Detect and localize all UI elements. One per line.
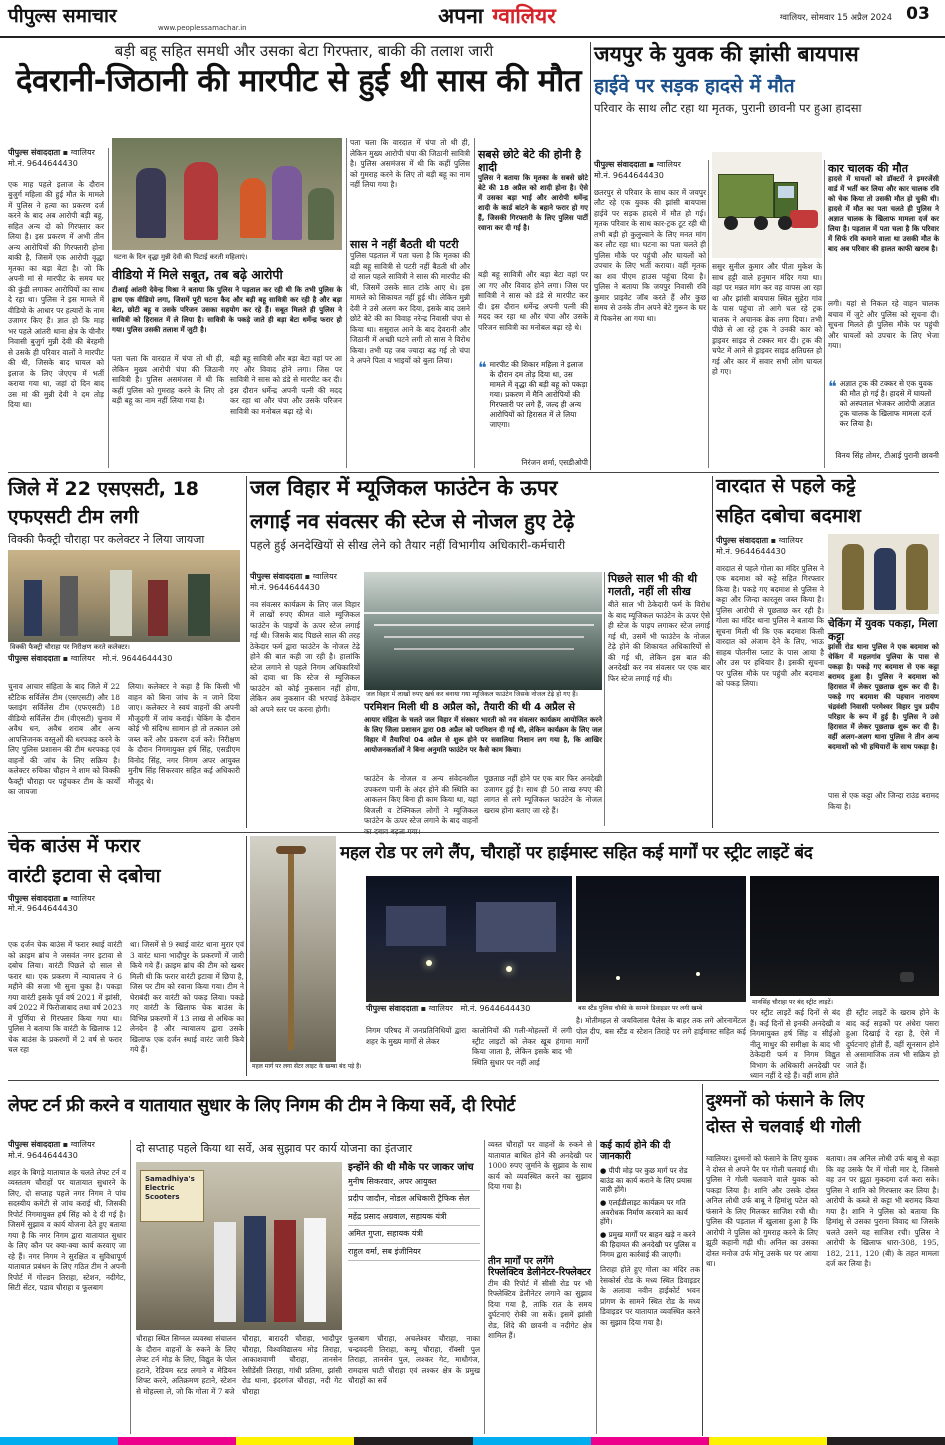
story8-subhead: दो सप्ताह पहले किया था सर्वे, अब सुझाव पर कार्य योजना का इंतजार bbox=[136, 1142, 413, 1155]
story6-headline-2: वारंटी इटावा से दबोचा bbox=[8, 864, 161, 887]
story9-col2: बताया। तब अनिल लोधी उर्फ बाबू से कहा कि वह उसके पैर में गोली मार दे, जिससे वह उन पर झूठा मुकदमा दर्ज करा सके। पुलिस ने शानि को गिरफ्तार कर लिया है। आरोपी के कब्जे से कट्टा भी बरामद किया गया है। शानि ने पुलिस को बताया कि हिमांशु से उसका पुराना विवाद था जिसके चलते उसने यह साजिश रची। पुलिस ने आरोपी के खिलाफ धारा-308, 195, 182, 211, 120 (बी) के तहत मामला दर्ज कर लिया है। bbox=[826, 1154, 939, 1269]
story2-headline-2: हाईवे पर सड़क हादसे में मौत bbox=[594, 75, 795, 98]
story1-quote-by: निरंजन शर्मा, एसडीओपी bbox=[521, 458, 588, 468]
masthead bbox=[0, 0, 945, 38]
color-registration-strip bbox=[0, 1437, 945, 1445]
website: www.peoplessamachar.in bbox=[158, 24, 247, 32]
story2-box-text2: लगी। यहां से निकल रहे वाहन चालक बचाव में जुटे और पुलिस को सूचना दी। सूचना मिलते ही पुलिस मौके पर पहुंची और घायलों को उपचार के लिए भेजा गया। bbox=[828, 299, 939, 351]
story7-col2: कालोनियों की गली-मोहल्लों में लगी स्ट्रीट लाइटों को लेकर खूब हंगामा किया जाता है, लेकिन इसके बाद भी स्थिति सुधार पर नहीं आई bbox=[472, 1026, 572, 1067]
story5-box-text: झांसी रोड थाना पुलिस ने एक बदमाश को चेकिंग में महलगांव पुलिया के पास से पकड़ा है। पकड़े गए बदमाश से एक कट्टा बरामद हुआ है। पुलिस ने बदमाश को हिरासत में लेकर पूछताछ शुरू कर दी है। पकड़े गए बदमाश की पहचान नारायण चंद्रवंशी निवासी परमेश्वर विहार पुत्र प्रदीप परिहार के रूप में हुई है। पुलिस ने उसे हिरासत में लेकर पूछताछ शुरू कर दी है। वहीं अलग-अलग थाना पुलिस ने तीन अन्य बदमाशों को भी हथियारों के साथ पकड़ा है। bbox=[828, 643, 939, 751]
story4-col3: फाउंटेन के नोजल व अन्य संवेदनशील उपकरण पानी के अंदर होने की स्थिति का आकलन किए बिना ही काम किया था, यहां बिजली व टेक्निकल लोगों ने म्यूजिकल फाउंटेन के ऊपर स्टेज लगाने के बाद वाहनों bbox=[364, 774, 478, 826]
story8-col-mid3: फूलबाग चौराहा, अचलेश्वर चौराहा, नाका चन्द्रवदनी तिराहा, कम्पू चौराहा, रॉक्सी पुल तिराहा, तानसेन पुल, लश्कर गेट, माधौगंज, रामदास घाटी चौराहा एवं लश्कर क्षेत्र के प्रमुख चौराहों का सर्वे bbox=[348, 1334, 480, 1386]
story3-photo-caption: विक्की फैक्ट्री चौराहा पर निरीक्षण करते कलेक्टर। bbox=[8, 642, 244, 652]
story7-photo3 bbox=[576, 876, 746, 1002]
story7-photo2-caption: बस स्टैंड पुलिस चौकी के सामने डिवाइडर पर लगी खम्बे bbox=[576, 1004, 746, 1014]
story8-box-text: टीम की रिपोर्ट में सीसी रोड पर भी रिफ्लेक्टिव डेलीनेटर लगाने का सुझाव दिया गया है, ताकि रात के समय दुर्घटनाएं रोकी जा सकें। इसमें झांसी रोड, शिंदे की छावनी व नदीगेट क्षेत्र शामिल हैं। bbox=[488, 1278, 592, 1341]
story4-headline-1: जल विहार में म्यूजिकल फाउंटेन के ऊपर bbox=[250, 476, 558, 500]
story5-headline-1: वारदात से पहले कट्टे bbox=[716, 475, 856, 497]
story8-right-item: ● एलईडीलाइट कार्यक्रम पर गति अवरोधक निर्माण करवाने का कार्य होंगे। bbox=[600, 1197, 688, 1227]
story4-side-text: बीते साल भी ठेकेदारी फर्म के विरोध के बाद म्यूजिकल फाउंटेन के ऊपर ऐसे ही स्टेज के पाइप लगाकर स्टेज लगाई गई थी, उसमें भी फाउंटेन के नोजल टेढ़े होने की शिकायत अधिकारियों से की गई थी, लेकिन इस बात की अनदेखी कर नव संवत्सर पर एक बार फिर स्टेज लगाई गई थी। bbox=[608, 600, 710, 683]
story3-byline: पीपुल्स संवाददाता ▪ ग्वालियर मो.नं. 9644644430 bbox=[8, 654, 173, 664]
page-number: 03 bbox=[906, 4, 930, 24]
story7-col3: है। मोतीमहल से जयविलास पैलेस के बाहर तक लगे ओरनामेंटल पोल दीप, बस स्टैंड व स्टेशन तिराहे पर लगे हाईमास्ट सहित कई मार्गों bbox=[576, 1016, 746, 1047]
story4-box-subhead: परमिशन मिली थी 8 अप्रैल को, तैयारी की थी 4 अप्रैल से bbox=[364, 702, 575, 713]
section-prefix: अपना bbox=[438, 4, 484, 28]
story8-box-title: तीन मार्गों पर लगेंगे रिफ्लेक्टिव डेलीनेटर-रिफ्लेक्टर bbox=[488, 1256, 591, 1279]
story1-col3: पता चला कि वारदात में चंपा तो थी ही, लेकिन मुख्य आरोपी चंपा की जिठानी सावित्री है। पुलिस असमंजस में थी कि कहीं पुलिस को गुमराह करने के लिए तो बड़ी बहू का नाम नहीं लिया गया है। bbox=[350, 138, 470, 190]
story7-photo3-caption: मानसिंह चौराहा पर बंद स्ट्रीट लाइटें। bbox=[750, 998, 939, 1008]
story8-right-item: ● पीपी मोड़ पर कुछ मार्ग पर रोड बाउंड का कार्य कराने के लिए प्रयास जारी होंगे। bbox=[600, 1165, 692, 1195]
story3-col2: लिया। कलेक्टर ने कहा है कि किसी भी वाहन को बिना जांच के न जाने दिया जाए। कलेक्टर ने स्वयं वाहनों की अपनी मौजूदगी में जांच कराई। चेकिंग के दौरान कोई भी संदिग्ध सामान हो तो तत्काल उसे जब्त करें और प्रकरण दर्ज करें। निरीक्षण के दौरान निगमायुक्त हर्ष सिंह, एसडीएम विनोद सिंह, नगर निगम अपर आयुक्त मुनीष सिंह सिकरवार सहित कई अधिकारी मौजूद थे। bbox=[128, 682, 240, 786]
story7-photo1 bbox=[250, 836, 336, 1062]
section-city: ग्वालियर bbox=[492, 4, 556, 28]
story4-box-text: आयार संहिता के चलते जल विहार में संस्कार भारती को नव संवत्सर कार्यक्रम आयोजित करने के लिए जिला प्रशासन द्वारा 08 अप्रैल को परमिशन दी गई थी, लेकिन कार्यक्रम के लिए जल विहार में तैयारियां 04 अप्रैल से शुरू होने पर सवालिया निशान लग गया है, कि आखिर आयोजनकर्ताओं ने बिना अनुमति फाउंटेन पर कैसे काम किया। bbox=[364, 716, 602, 754]
story-8 bbox=[8, 1084, 700, 1436]
story8-list-item: मुनीष सिकरवार, अपर आयुक्त bbox=[348, 1174, 480, 1191]
story7-col4: पर स्ट्रीट लाइटें कई दिनों से बंद हैं। कई दिनों से इनकी अनदेखी व निगमायुक्त हर्ष सिंह व सीईओ नीतू माथुर की समीक्षा के बाद भी ठेकेदारी फर्म व निगम विद्युत विभाग के अधिकारी अनदेखी पर ध्यान नहीं दे रहे हैं। वहीं शाम होते bbox=[750, 1008, 840, 1081]
story7-photo2 bbox=[366, 876, 572, 1002]
story7-byline: पीपुल्स संवाददाता ▪ ग्वालियर मो.नं. 9644644430 bbox=[366, 1004, 531, 1013]
story7-col5: ही स्ट्रीट लाइटें के खराब होने के बाद कई सड़कों पर अंधेरा पसरा हुआ दिखाई दे रहा है, ऐसे में दुर्घटनाएं होती हैं, वहीं सूनसान होने से असामाजिक तत्व भी सक्रिय हो जाते हैं। bbox=[846, 1008, 939, 1070]
story1-box2-text: पुलिस ने बताया कि मृतका के सबसे छोटे बेटे की 18 अप्रैल को शादी होना है। ऐसे में उसका बड़ा भाई और आरोपी धर्मेन्द्र शादी के कार्ड बांटने के बहाने फरार हो गए हैं, जिसकी गिरफ्तारी के लिए पुलिस पार्टी रवाना कर दी गई है। bbox=[478, 174, 588, 233]
story9-headline-2: दोस्त से चलवाई थी गोली bbox=[706, 1116, 861, 1137]
story8-list-item: राहुल वर्मा, सब इंजीनियर bbox=[348, 1244, 480, 1261]
story8-headline: लेफ्ट टर्न फ्री करने व यातायात सुधार के लिए निगम की टीम ने किया सर्वे, दी रिपोर्ट bbox=[8, 1096, 515, 1116]
story4-col1: नव संवत्सर कार्यक्रम के लिए जल विहार में लाखों रुपए कीमत वाले म्यूजिकल फाउंटेन के पाइपों के ऊपर स्टेज लगाई गई थी। जिसके बाद पिछले साल की तरह ठेकेदार फर्म द्वारा फाउंटेन के नोजल टेढ़े होने की बात कही जा रही है। हालांकि स्टेज लगाने से पहले निगम अधिकारियों को दावा था कि स्टेज से म्यूजिकल फाउंटेन को कोई नुकसान नहीं होगा, लेकिन अब नुकसान की भरपाई ठेकेदार को अपने स्तर पर करना होगी। bbox=[250, 599, 360, 714]
story4-side-title: पिछले साल भी की थी गलती, नहीं ली सीख bbox=[608, 572, 698, 599]
story2-col2: ससुर सुनील कुमार और पीता मुकेश के साथ हट्टी वाले हनुमान मंदिर गया था। वहां पर मन्नत मांग कर वह वापस आ रहा था और झांसी बायपास स्थित सुहेरा गांव के पास पहुंचा तो आगे चल रहे ट्रक चालक ने अचानक ब्रेक लगा दिया। तभी पीछे से आ रहे ट्रक ने उनकी कार को ड्राइवर साइड से टक्कर मार दी। ट्रक की चपेट में आने से ड्राइवर साइड क्षतिग्रस्त हो गई और कार में सवार सभी लोग घायल हो गए। bbox=[712, 262, 822, 377]
story1-subhead: वीडियो में मिले सबूत, तब बढ़े आरोपी bbox=[112, 267, 283, 282]
story8-list-item: प्रदीप जादौन, नोडल अधिकारी ट्रैफिक सेल bbox=[348, 1191, 480, 1208]
story2-headline-1: जयपुर के युवक की झांसी बायपास bbox=[594, 42, 859, 66]
story-5 bbox=[716, 476, 939, 828]
story1-box1-text: पुलिस पड़ताल में पता चला है कि मृतका की बड़ी बहू सावित्री से पटरी नहीं बैठती थी और दो साल पहले सावित्री ने सास की मारपीट की थी, जिसमें उसके सात टांके आए थे। इस मामले को सिकायत नहीं हुई थी। लेकिन मुन्नी देवी ने उसे अलग कर दिया, इसके बाद उसने छोटे बेटे की का विवाह नरेन्द्र निवासी चंपा से किया था। ससुराल आने के बाद देवरानी और जिठानी में अच्छी घटने लगी तो सास ने विरोध किया। तभी यह जब ज्यादा बढ़ गई तो चंपा ने अपने पिता व भाइयों को बुला लिया। bbox=[350, 251, 470, 366]
story9-col1: ग्वालियर। दुश्मनों को फंसाने के लिए युवक ने दोस्त से अपने पैर पर गोली चलवाई थी। पुलिस ने गोली चलवाने वाले युवक को पकड़ा लिया है। शानि और उसके दोस्त अनिल लोधी उर्फ बाबू ने हिमांशु पटेल को फंसाने के लिए मिलकर साजिश रची थी। पुलिस की पड़ताल में खुलासा हुआ है कि आरोपी ने पुलिस को गुमराह करने के लिए झूठी कहानी गढ़ी थी। अनिल का उसका दोस्त मनोज उर्फ मोनू उसके घर पर आया था। bbox=[706, 1154, 818, 1269]
story8-col-mid1: चौराहा स्थित सिग्नल व्यवस्था संचालन के दौरान वाहनों के रुकने के लिए लेफ्ट टर्न मोड़ के लिए, विद्युत के पोल हटाने, रेडियम स्टड लगाने व मेडियन शिफ्ट करने, अतिक्रमण हटाने, स्टेशन से मोहल्ला ले, जो कि गोला में 7 बजे bbox=[136, 1334, 236, 1396]
story-2 bbox=[594, 42, 939, 470]
story1-col2b: बड़ी बहू सावित्री और बड़ा बेटा वहां पर आ गए और विवाद होने लगा। जिस पर सावित्री ने सास को डंडे से मारपीट कर दी। इस दौरान धर्मेन्द्र अपनी पत्नी की मदद कर रहा था और चंपा और उसके परिजन सावित्री का मनोबल बढ़ा रहे थे। bbox=[230, 354, 342, 416]
story2-illustration bbox=[712, 152, 822, 258]
story8-list-item: महेंद्र प्रसाद अग्रवाल, सहायक यंत्री bbox=[348, 1209, 480, 1226]
story6-byline: पीपुल्स संवाददाता ▪ ग्वालियर मो.नं. 9644644430 bbox=[8, 893, 95, 914]
story1-quote: मारपीट की शिकार महिला ने इलाज के दौरान दम तोड़ दिया था, उस मामले में वृद्धा की बड़ी बहू को पकड़ा गया। प्रकरण में मैनि आरोपियों की गिरफ्तारी पर लगे हैं, जल्द ही अन्य आरोपियों को हिरासत में ले लिया जाएगा। bbox=[489, 360, 588, 430]
story8-byline: पीपुल्स संवाददाता ▪ ग्वालियर मो.नं. 9644644430 bbox=[8, 1140, 95, 1160]
story7-photo4 bbox=[750, 876, 939, 996]
story1-kicker: बड़ी बहू सहित समधी और उसका बेटा गिरफ्तार, बाकी की तलाश जारी bbox=[114, 42, 494, 60]
story2-box-text: हादसे में घायलों को डॉक्टरों ने इमरजेंसी वार्ड में भर्ती कर लिया और कार चालक रवि को चेक किया तो उसकी मौत हो चुकी थी। हादसे में मौत का पता चलते ही पुलिस ने अज्ञात चालक के खिलाफ मामला दर्ज कर लिया है। पड़ताल में पता चला है कि परिवार में सिर्फ रवि कमाने वाला था उसकी मौत के बाद अब परिवार की हालत काफी खराब है। bbox=[828, 175, 939, 253]
story1-photo bbox=[112, 138, 342, 250]
story1-col2: पता चला कि वारदात में चंपा तो थी ही, लेकिन मुख्य आरोपी चंपा की जिठानी सावित्री है। पुलिस असमंजस में थी कि कहीं पुलिस को गुमराह करने के लिए तो बड़ी बहू का नाम नहीं लिया गया है। bbox=[112, 354, 224, 406]
quote-icon: ❝ bbox=[828, 377, 837, 397]
story1-col1: एक माह पहले इलाज के दौरान बुजुर्ग महिला की हुई मौत के मामले में पुलिस ने हत्या का प्रकरण दर्ज करने के बाद अब आरोपी बड़ी बहू, सहित अन्य दो को गिरफ्तार कर लिया है। इस प्रकरण में अभी तीन अन्य आरोपियों की गिरफ्तारी होना बाकी है, जिसमें एक आरोपी वृद्धा मृतका का बड़ा बेटा है। जो कि अपनी मां से मारपीट के समय घर की कुंडी लगाकर आरोपियों का साथ दे रहा था। पुलिस ने इस मामले में वीडियो के आधार पर हत्यारों के नाम उजागर किए हैं। ज्ञात हो कि माह भर पहले आंतरी थाना क्षेत्र के चीनौर निवासी बुजुर्ग मुन्नी देवी की बेरहमी से उसके ही परिवार वालों ने मारपीट की थी, जिसके बाद घायल को इलाज के लिए जेएएच में भर्ती कराया गया था, जहां दो दिन बाद उस मां की मुन्नी देवी ने दम तोड़ दिया था। bbox=[8, 179, 104, 410]
story7-col1: निगम परिषद में जनप्रतिनिधियों द्वारा शहर के मुख्य मार्गों से लेकर bbox=[366, 1026, 466, 1046]
story5-box-title: चेकिंग में युवक पकड़ा, मिला कट्टा bbox=[828, 618, 938, 643]
story4-photo-caption: जल विहार में लाखों रुपए खर्च कर बनाया गया म्यूजिकल फाउंटेन जिसके नोजल टेढ़े हो गए हैं। bbox=[364, 690, 602, 700]
story8-col-mid4: व्यस्त चौराहों पर वाहनों के रुकने से यातायात बाधित होने की अनदेखी पर 1000 रुपए जुर्माने के सुझाव के साथ कार्य को व्यवस्थित करने का सुझाव दिया गया है। bbox=[488, 1140, 592, 1192]
story9-headline-1: दुश्मनों को फंसाने के लिए bbox=[706, 1091, 865, 1111]
story8-list-title: इन्होंने की थी मौके पर जाकर जांच bbox=[348, 1162, 474, 1173]
story2-quote-by: विनय सिंह तोमर, टीआई पुरानी छावनी bbox=[835, 451, 939, 461]
story2-subhead: परिवार के साथ लौट रहा था मृतक, पुरानी छावनी पर हुआ हादसा bbox=[594, 100, 862, 115]
story1-intro: टीआई आंतरी देवेन्द्र मिश्रा ने बताया कि पुलिस ने पड़ताल कर रही थी कि तभी पुलिस के हाथ एक वीडियो लगा, जिसमें पूरी घटना कैद और बड़ी बहू सावित्री कर रही है और बड़ा बेटा, छोटी बहू व उसके परिजन उसका सहयोग कर रहे हैं। सबूत मिलते ही पुलिस ने सावित्री को हिरासत में ले लिया है। सावित्री के पकड़े जाते ही बड़ा बेटा धर्मेन्द्र फरार हो गया। पुलिस उसकी तलाश में जुटी है। bbox=[112, 286, 342, 334]
paper-name: पीपुल्स समाचार bbox=[8, 5, 117, 27]
story4-col4: पूछताछ नहीं होने पर एक बार फिर अनदेखी उजागर हुई है। साथ ही 50 लाख रुपए की लागत से लगे म्यूजिकल फाउंटेन के नोजल खराब होना बताए जा रहे हैं। bbox=[484, 774, 602, 815]
story1-box1-title: सास ने नहीं बैठती थी पटरी bbox=[350, 238, 459, 251]
quote-icon: ❝ bbox=[478, 358, 487, 378]
story3-subhead: विक्की फैक्ट्री चौराहा पर कलेक्टर ने लिया जायजा bbox=[8, 533, 205, 547]
story6-col1: एक दर्जन चेक बाउंस में फरार स्थाई वारंटी को क्राइम ब्रांच ने जसवंत नगर इटावा से दबोच लिया। वारंटी पिछले दो साल से फरार था। एक प्रकरण में न्यायालय ने 6 महीने की सजा भी सुना चुका है। पकड़ा गया वारंटी इसके पूर्व वर्ष 2021 में झांसी, वर्ष 2022 में फिरोजाबाद तथा वर्ष 2023 में पूर्णिया से गिरफ्तार किया गया था। पुलिस ने बताया कि वारंटी के खिलाफ 12 चेक बाउंस के प्रकरणों में 2 वर्ष से फरार चल रहा bbox=[8, 940, 122, 1055]
story1-photo-caption: घटना के दिन वृद्धा मुन्नी देवी की पिटाई करती महिलाएं। bbox=[112, 252, 342, 262]
story8-right-title: कई कार्य होने की दी जानकारी bbox=[600, 1140, 671, 1163]
story5-headline-2: सहित दबोचा बदमाश bbox=[716, 504, 861, 527]
story-6 bbox=[8, 836, 244, 1076]
story8-sign: Samadhiya's Electric Scooters bbox=[140, 1170, 204, 1222]
story2-quote: अज्ञात ट्रक की टक्कर से एक युवक की मौत हो गई है। हादसे में घायलों को अस्पताल भेजकर आरोपी अज्ञात ट्रक चालक के खिलाफ मामला दर्ज कर लिया है। bbox=[839, 379, 935, 429]
story8-right-item: ● प्रमुख मार्गों पर बाहन खड़े न करने की हिदायत की अनदेखी पर पुलिस व निगम द्वारा कार्रवाई की जाएगी। bbox=[600, 1230, 696, 1259]
story5-col1: वारदात से पहले गोला का मंदिर पुलिस ने एक बदमाश को कट्टे सहित गिरफ्तार किया है। पकड़े गए बदमाश से पुलिस ने कट्टा और जिन्दा कारतूस जब्त किया है। पुलिस आरोपी से पूछताछ कर रही है। गोला का मंदिर थाना पुलिस ने बताया कि सूचना मिली थी कि एक बदमाश किसी वारदात को अंजाम देने के लिए, भाऊ साहब पोतनीस प्लाट के पास आया है और उस पर हथियार है। इसकी सूचना पर पुलिस मौके पर पहुंची और बदमाश को पकड़ लिया। bbox=[716, 563, 824, 689]
story7-photo1-caption: महल मार्ग पर लगा सेंटर लाइट के खम्बा बंद पड़े हैं। bbox=[250, 1062, 370, 1071]
story-9 bbox=[706, 1084, 939, 1436]
story8-right-text: तिराहा होते हुए गोला का मंदिर तक रेसकोर्स रोड के मध्य स्थित डिवाइडर के अलावा नवीन हाईकोर्ट भवन प्रांगण के सामने स्थित रोड के मध्य डिवाइडर पर यातायात व्यवस्थित करने का सुझाव दिया गया है। bbox=[600, 1265, 700, 1327]
story8-list-item: अमित गुप्ता, सहायक यंत्री bbox=[348, 1226, 480, 1243]
story1-byline: पीपुल्स संवाददाता ▪ ग्वालियर मो.नं. 9644644430 bbox=[8, 148, 95, 168]
story6-headline-1: चेक बाउंस में फरार bbox=[8, 835, 141, 857]
story2-byline: पीपुल्स संवाददाता ▪ ग्वालियर मो.नं. 9644644430 bbox=[594, 160, 681, 180]
story8-col1: शहर के बिगड़े यातायात के चलते लेफ्ट टर्न व व्यस्ततम चौराहों पर यातायात सुधारने के लिए, दो सप्ताह पहले नगर निगम ने पांच सदस्यीय कमेटी से जांच कराई थी, जिसकी रिपोर्ट निगमायुक्त हर्ष सिंह को दे दी गई है। जिसमें सुझाव व कार्य योजना देते हुए बताया गया है कि नगर निगम द्वारा यातायात सुधार के लिए कौन पर क्या-क्या कार्य करवाए जा रहे हैं। नगर निगम ने सुरक्षित व सुविधापूर्ण यातायात प्रबंधन के लिए गठित टीम ने अपनी रिपोर्ट में गोल्डन तिराहा, स्टेशन, नदीगेट, सिटी सेंटर, पडाव चौराहा व फूलबाग bbox=[8, 1167, 126, 1293]
story2-col1: छतरपुर से परिवार के साथ कार में जयपुर लौट रहे एक युवक की झांसी बायपास हाईवे पर सड़क हादसे में मौत हो गई। मृतक परिवार के साथ कार-ट्रक टूट रही थी तभी बड़ी हो कुलुत्त्वाने के लिए मनत मांग कर लौट रहा था। घटना का पता चलते ही पुलिस मौके पर पहुंची और घायलों को उपचार के लिए भर्ती कराया। वहीं मृतक का शव पीएम हाउस पहुंचा दिया है। पुलिस ने बताया कि जयपुर निवासी रवि कुमार प्राइवेट जॉब करते हैं और कुछ समय से उनके तीन अपने बेटे गुरून के घर में पिकनेस आ गया था। bbox=[594, 187, 706, 323]
story1-box2-title: सबसे छोटे बेटे की होनी है शादी bbox=[478, 148, 582, 175]
story-1 bbox=[8, 42, 588, 470]
story8-photo bbox=[136, 1162, 342, 1330]
story4-byline: पीपुल्स संवाददाता ▪ ग्वालियर मो.नं. 9644644430 bbox=[250, 572, 337, 592]
story4-headline-2: लगाई नव संवत्सर की स्टेज से नोजल हुए टेढ़े bbox=[250, 509, 575, 534]
story3-photo bbox=[8, 550, 240, 642]
story1-col4: बड़ी बहू सावित्री और बड़ा बेटा वहां पर आ गए और विवाद होने लगा। जिस पर सावित्री ने सास को डंडे से मारपीट कर दी। इस दौरान धर्मेन्द्र अपनी पत्नी की मदद कर रहा था और चंपा और उसके परिजन सावित्री का मनोबल बढ़ा रहे थे। bbox=[478, 270, 588, 332]
story4-subhead: पहले हुई अनदेखियों से सीख लेने को तैयार नहीं विभागीय अधिकारी-कर्मचारी bbox=[250, 538, 566, 553]
story-4 bbox=[250, 476, 710, 828]
story-3 bbox=[8, 476, 244, 828]
story4-photo bbox=[364, 572, 602, 690]
story3-headline: जिले में 22 एसएसटी, 18 एफएसटी टीम लगी bbox=[8, 478, 200, 528]
story8-col-mid2: चौराहा, बारादरी चौराहा, भादौपुर चौराहा, विश्वविद्यालय मोड़ तिराहा, आकाशवाणी चौराहा, तानसेन रेसीडेंसी तिराहा, गांधी प्रतिमा, झांसी रोड थाना, इंदरगंज चौराहा, नदी गेट चौराहा bbox=[242, 1334, 342, 1396]
story5-byline: पीपुल्स संवाददाता ▪ ग्वालियर मो.नं. 9644644430 bbox=[716, 536, 803, 556]
story1-headline: देवरानी-जिठानी की मारपीट से हुई थी सास की मौत bbox=[16, 63, 581, 99]
story-7 bbox=[250, 836, 939, 1081]
story7-headline: महल रोड पर लगे लैंप, चौराहों पर हाईमास्ट सहित कई मार्गों पर स्ट्रीट लाइटें बंद bbox=[340, 843, 813, 863]
issue-date: ग्वालियर, सोमवार 15 अप्रैल 2024 bbox=[779, 13, 892, 23]
story5-illustration bbox=[828, 534, 939, 614]
story3-col1: चुनाव आचार संहिता के बाद जिले में 22 स्टैटिक सर्विलेंस टीम (एसएसटी) और 18 फ्लाइंग सर्विलेंस टीम (एफएसटी) 18 वीडियो सर्विलेंस टीम (वीएसटी) चुनाव में अवैध धन, अवैध शराब और अन्य आपत्तिजनक वस्तुओं की धरपकड़ करने के लिए पुलिस प्रशासन की टीम धरपकड़ एवं वाहनों की जांच के लिए सक्रिय है। कलेक्टर रुचिका चौहान ने शाम को विक्की फैक्ट्री चौराहा पर पहुंचकर टीम के कार्यों का जायजा bbox=[8, 682, 120, 797]
story5-box-text2: पास से एक कट्टा और जिन्दा राउंड बरामद किया है। bbox=[828, 791, 939, 811]
story2-box-title: कार चालक की मौत bbox=[828, 162, 909, 175]
story6-col2: था। जिसमें से 9 स्थाई वारंट थाना मुरार एवं 3 वारंट थाना भादौपुर के प्रकरणों में जारी किये गये हैं। क्राइम ब्रांच की टीम को खबर मिली थी कि फरार वारंटी इटावा में छिपा है, जिस पर टीम को रवाना किया गया। टीम ने घेराबंदी कर वारंटी को पकड़ लिया। पकड़े गए वारंटी के खिलाफ चेक बाउंस के विभिन्न प्रकरणों में 13 लाख से अधिक का लेनदेन है और न्यायालय द्वारा उसके खिलाफ एक दर्जन स्थाई वारंट जारी किये गये हैं। bbox=[130, 940, 244, 1055]
